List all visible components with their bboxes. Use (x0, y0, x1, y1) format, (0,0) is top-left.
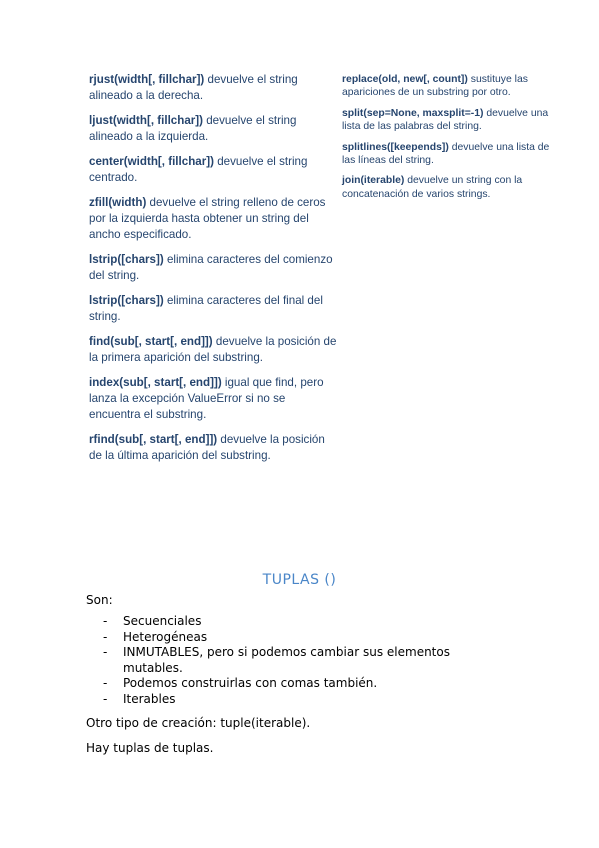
method-entry (89, 432, 339, 464)
list-item-text: Secuenciales (123, 614, 202, 628)
list-item (86, 630, 486, 646)
method-name: ljust(width[, fillchar]) (89, 114, 203, 127)
method-name: lstrip([chars]) (89, 253, 164, 266)
method-entry (89, 195, 339, 243)
intro-text: Son: (86, 593, 113, 607)
method-description: devuelve el string centrado. (89, 155, 308, 184)
method-description: elimina caracteres del final del string. (89, 294, 323, 323)
method-entry (342, 73, 554, 100)
list-item (86, 645, 486, 676)
method-name: splitlines([keepends]) (342, 141, 449, 153)
method-entry (342, 141, 554, 168)
method-name: index(sub[, start[, end]]) (89, 376, 222, 389)
characteristics-list (86, 614, 486, 707)
method-name: zfill(width) (89, 196, 147, 209)
creation-text: Otro tipo de creación: tuple(iterable). (86, 716, 311, 730)
method-description: devuelve el string alineado a la derecha. (89, 73, 298, 102)
method-description: devuelve la posición de la primera aparición del substring. (89, 335, 337, 364)
string-methods-right-column (342, 73, 554, 208)
method-description: devuelve un string con la concatenación de varios strings. (342, 175, 523, 200)
method-description: devuelve la posición de la última aparición del substring. (89, 433, 325, 462)
method-entry (89, 113, 339, 145)
method-name: join(iterable) (342, 175, 405, 187)
method-description: sustituye las apariciones de un substring por otro. (342, 74, 528, 99)
method-entry (342, 174, 554, 201)
section-heading: TUPLAS () (262, 572, 337, 588)
method-name: split(sep=None, maxsplit=-1) (342, 107, 484, 119)
method-name: find(sub[, start[, end]]) (89, 335, 213, 348)
method-name: center(width[, fillchar]) (89, 155, 214, 168)
method-entry (89, 375, 339, 423)
method-entry (89, 293, 339, 325)
string-methods-left-column (89, 72, 339, 473)
list-item (86, 692, 486, 708)
dash-bullet: - (103, 676, 108, 690)
dash-bullet: - (103, 629, 108, 644)
method-entry (89, 334, 339, 366)
method-name: rjust(width[, fillchar]) (89, 73, 205, 86)
list-item (86, 614, 486, 630)
method-description: igual que find, pero lanza la excepción ValueError si no se encuentra el substring. (89, 376, 324, 421)
dash-bullet: - (103, 691, 108, 706)
nested-tuples-text: Hay tuplas de tuplas. (86, 741, 214, 755)
method-description: devuelve una lista de las líneas del string. (342, 141, 550, 167)
list-item-text: Iterables (123, 691, 176, 706)
list-item (86, 676, 486, 692)
method-entry (89, 154, 339, 186)
list-item-text: Podemos construirlas con comas también. (123, 676, 378, 690)
method-entry (342, 107, 554, 134)
method-description: elimina caracteres del comienzo del string. (89, 253, 333, 282)
method-description: devuelve el string alineado a la izquierda. (89, 114, 297, 143)
dash-bullet: - (103, 614, 108, 628)
dash-bullet: - (103, 645, 108, 659)
list-item-text: INMUTABLES, pero si podemos cambiar sus elementos mutables. (123, 645, 450, 675)
method-name: lstrip([chars]) (89, 294, 164, 307)
method-description: devuelve el string relleno de ceros por la izquierda hasta obtener un string del ancho especificado. (89, 196, 326, 241)
method-name: rfind(sub[, start[, end]]) (89, 433, 218, 446)
list-item-text: Heterogéneas (123, 629, 208, 644)
method-description: devuelve una lista de las palabras del string. (342, 107, 549, 133)
method-entry (89, 72, 339, 104)
method-name: replace(old, new[, count]) (342, 74, 468, 85)
method-entry (89, 252, 339, 284)
